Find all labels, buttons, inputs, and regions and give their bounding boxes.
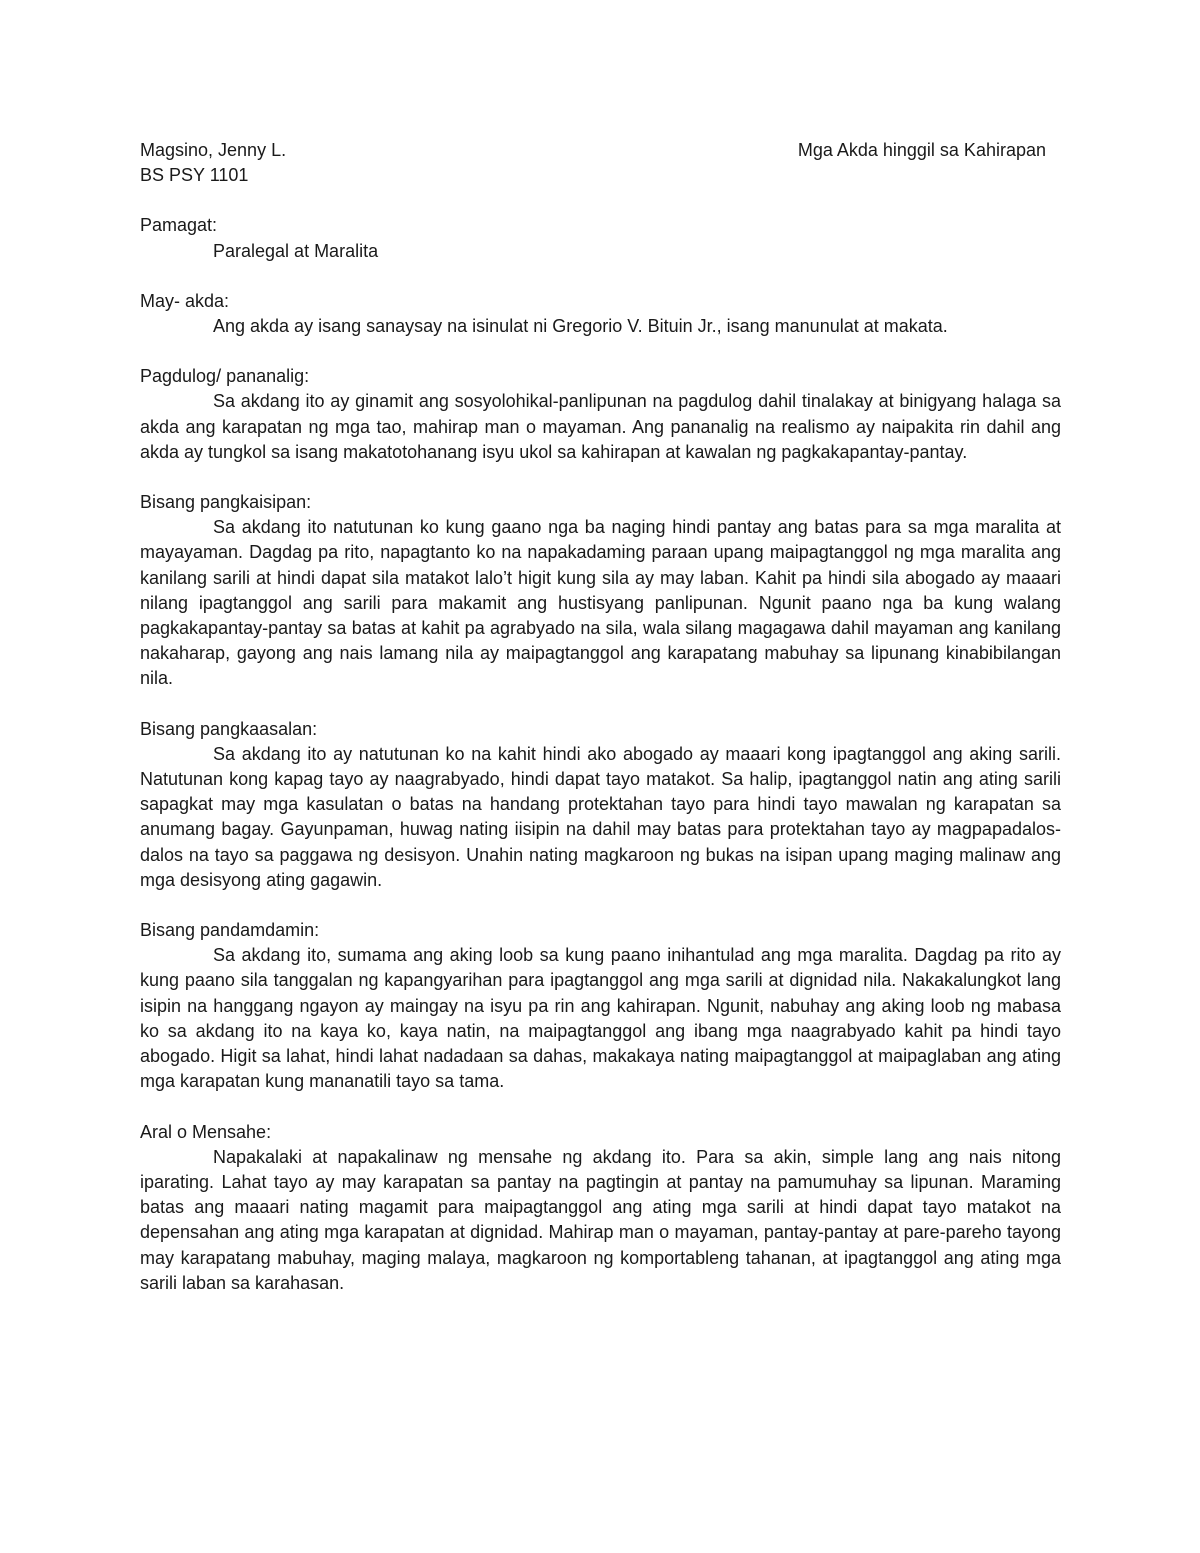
document-page <box>140 138 1061 1296</box>
section-heading: Pamagat: <box>140 215 218 236</box>
section-paragraph: Sa akdang ito natutunan ko kung gaano nga ba naging hindi pantay ang batas para sa mga maralita at mayayaman. Dagdag pa rito, napagtanto ko na napakadaming paraan upang maipagtanggol ng mga maralita ang kanilang sarili at hindi dapat sila matakot lalo’t higit kung sila ay may laban. Kahit pa hindi sila abogado ay maaari nilang ipagtanggol ang sarili para makamit ang hustisyang panlipunan. Ngunit paano nga ba kung walang pagkakapantay-pantay sa batas at kahit pa agrabyado na sila, wala silang magagawa dahil mayaman ang kanilang nakaharap, gayong ang nais lamang nila ay maipagtanggol ang karapatang mabuhay sa lipunang kinabibilangan nila. <box>140 517 1061 689</box>
document-topic: Mga Akda hinggil sa Kahirapan <box>797 140 1046 160</box>
section-paragraph: Sa akdang ito ay ginamit ang sosyolohikal-panlipunan na pagdulog dahil tinalakay at binigyang halaga sa akda ang karapatan ng mga tao, mahirap man o mayaman. Ang pananalig na realismo ay naipakita rin dahil ang akda ay tungkol sa isang makatotohanang isyu ukol sa kahirapan at kawalan ng pagkakapantay-pantay. <box>140 391 1061 462</box>
section-paragraph: Sa akdang ito ay natutunan ko na kahit hindi ako abogado ay maaari kong ipagtanggol ang aking sarili. Natutunan kong kapag tayo ay naagrabyado, hindi dapat tayo matakot. Sa halip, ipagtanggol natin ang ating sarili sapagkat may mga kasulatan o batas na handang protektahan tayo para hindi tayo mawalan ng karapatan sa anumang bagay. Gayunpaman, huwag nating iisipin na dahil may batas para protektahan tayo ay magpapadalos-dalos na tayo sa paggawa ng desisyon. Unahin nating magkaroon ng bukas na isipan upang maging malinaw ang mga desisyong ating gagawin. <box>140 743 1061 890</box>
section-pandamdamin <box>140 918 1061 1094</box>
section-heading: Bisang pangkaisipan: <box>140 492 312 513</box>
author-description: Ang akda ay isang sanaysay na isinulat ni Gregorio V. Bituin Jr., isang manunulat at makata. <box>213 316 948 337</box>
section-heading: Pagdulog/ pananalig: <box>140 366 310 387</box>
title-value: Paralegal at Maralita <box>213 240 379 261</box>
section-heading: Aral o Mensahe: <box>140 1121 272 1142</box>
section-paragraph: Sa akdang ito, sumama ang aking loob sa kung paano inihantulad ang mga maralita. Dagdag pa rito ay kung paano sila tanggalan ng kapangyarihan para ipagtanggol ang mga sarili at dignidad nila. Nakakalungkot lang isipin na hanggang ngayon ay maingay na isyu pa rin ang kahirapan. Ngunit, nabuhay ang aking loob ng mabasa ko sa akdang ito na kaya ko, kaya natin, na maipagtanggol ang ibang mga naagrabyado kahit pa hindi tayo abogado. Higit sa lahat, hindi lahat nadadaan sa dahas, makakaya nating maipagtanggol at maipaglaban ang ating mga karapatan kung mananatili tayo sa tama. <box>140 945 1061 1092</box>
header-row <box>140 138 1046 163</box>
section-pangkaasalan <box>140 717 1061 893</box>
author-name: Magsino, Jenny L. <box>140 140 287 160</box>
section-may-akda <box>140 289 1061 339</box>
section-aral <box>140 1120 1061 1296</box>
section-paragraph: Napakalaki at napakalinaw ng mensahe ng akdang ito. Para sa akin, simple lang ang nais nitong iparating. Lahat tayo ay may karapatan sa pantay na pagtingin at pantay na pamumuhay sa lipunan. Maraming batas ang maaari nating magamit para maipagtanggol ang ating mga sarili at hindi dapat tayo matakot na depensahan ang ating mga karapatan at dignidad. Mahirap man o mayaman, pantay-pantay at pare-pareho tayong may karapatang mabuhay, maging malaya, magkaroon ng komportableng tahanan, at ipagtanggol ang ating mga sarili laban sa karahasan. <box>140 1146 1061 1293</box>
section-heading: Bisang pangkaasalan: <box>140 718 318 739</box>
section-heading: May- akda: <box>140 290 230 311</box>
section-pamagat <box>140 213 1061 263</box>
course-code: BS PSY 1101 <box>140 165 249 186</box>
section-heading: Bisang pandamdamin: <box>140 920 320 941</box>
section-pangkaisipan <box>140 490 1061 692</box>
section-pagdulog <box>140 364 1061 465</box>
